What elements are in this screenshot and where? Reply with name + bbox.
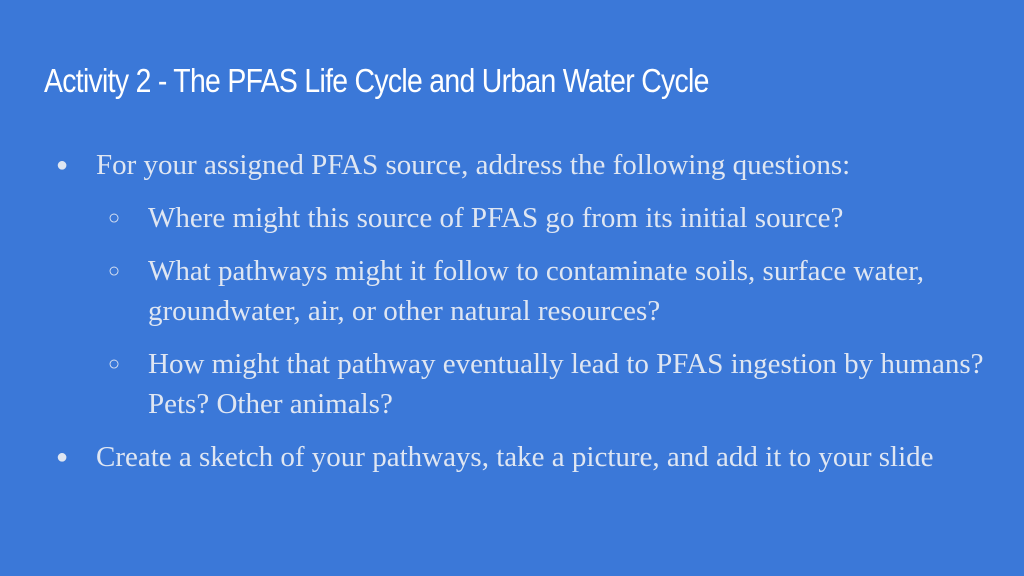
sub-bullet-text: What pathways might it follow to contaminate soils, surface water, groundwater, air, or other natural resources?: [148, 255, 924, 327]
bullet-filled-circle-icon: ●: [56, 446, 69, 468]
bullet-text: Create a sketch of your pathways, take a picture, and add it to your slide: [96, 441, 934, 473]
sub-bullet-text: How might that pathway eventually lead to PFAS ingestion by humans? Pets? Other animals?: [148, 348, 984, 420]
slide-body: [56, 145, 986, 477]
bullet-hollow-circle-icon: ○: [108, 207, 121, 229]
slide-title: Activity 2 - The PFAS Life Cycle and Urban Water Cycle: [44, 62, 709, 99]
sub-bullet-item: [56, 251, 986, 331]
bullet-text: For your assigned PFAS source, address the following questions:: [96, 149, 851, 181]
bullet-filled-circle-icon: ●: [56, 154, 69, 176]
bullet-item: [56, 437, 986, 477]
bullet-item: [56, 145, 986, 185]
sub-bullet-text: Where might this source of PFAS go from its initial source?: [148, 202, 844, 234]
sub-bullet-item: [56, 344, 986, 424]
bullet-hollow-circle-icon: ○: [108, 353, 121, 375]
sub-bullet-item: [56, 198, 986, 238]
bullet-hollow-circle-icon: ○: [108, 260, 121, 282]
